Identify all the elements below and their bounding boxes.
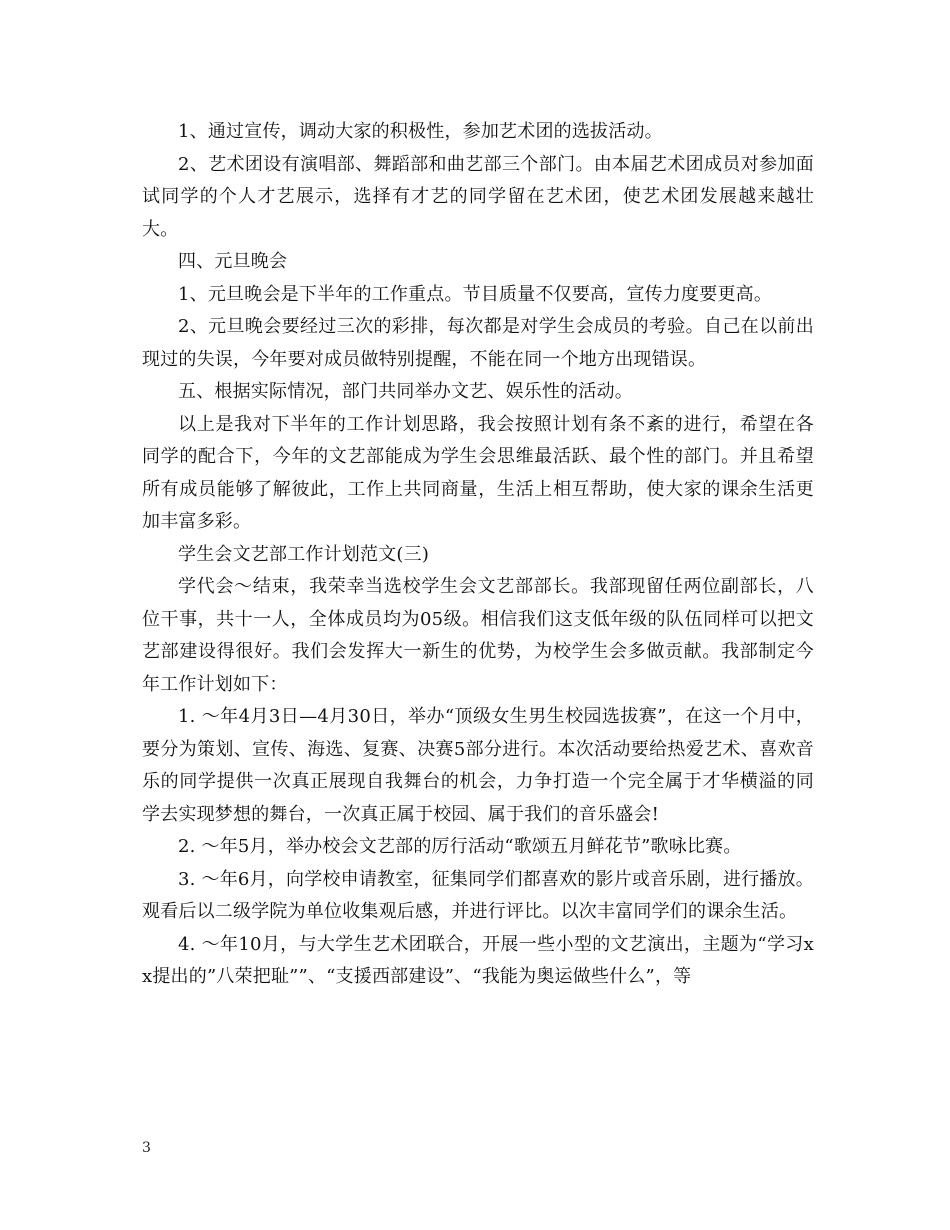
plan-item-june: 3. ～年6月，向学校申请教室，征集同学们都喜欢的影片或音乐剧，进行播放。观看后以二级学院为单位收集观后感，并进行评比。以次丰富同学们的课余生活。 <box>142 868 814 922</box>
heading-new-year-gala: 四、元旦晚会 <box>178 251 288 272</box>
plan-item-may: 2. ～年5月，举办校会文艺部的厉行活动“歌颂五月鲜花节”歌咏比赛。 <box>178 836 742 857</box>
paragraph-art-troupe-promotion: 1、通过宣传，调动大家的积极性，参加艺术团的选拔活动。 <box>178 121 663 142</box>
heading-sample-three: 学生会文艺部工作计划范文(三) <box>178 543 430 565</box>
paragraph-gala-focus: 1、元旦晚会是下半年的工作重点。节目质量不仅要高，宣传力度要更高。 <box>178 283 773 305</box>
plan-item-april: 1. ～年4月3日—4月30日，举办“顶级女生男生校园选拔赛”，在这一个月中，要分为策划、宣传、海选、复赛、决赛5部分进行。本次活动要给热爱艺术、喜欢音乐的同学提供一次真正展现自我舞台的机会，力争打造一个完全属于才华横溢的同学去实现梦想的舞台，一次真正属于校园、属于我们的音乐盛会! <box>142 706 814 825</box>
paragraph-gala-rehearsal: 2、元旦晚会要经过三次的彩排，每次都是对学生会成员的考验。自己在以前出现过的失误，今年要对成员做特别提醒，不能在同一个地方出现错误。 <box>142 316 814 370</box>
plan-item-october: 4. ～年10月，与大学生艺术团联合，开展一些小型的文艺演出，主题为“学习xx提出的”八荣把耻””、“支援西部建设”、“我能为奥运做些什么”，等 <box>142 933 814 987</box>
paragraph-joint-activities: 五、根据实际情况，部门共同举办文艺、娱乐性的活动。 <box>178 381 633 402</box>
document-body <box>142 116 814 994</box>
paragraph-introduction: 学代会～结束，我荣幸当选校学生会文艺部部长。我部现留任两位副部长，八位干事，共十一人，全体成员均为05级。相信我们这支低年级的队伍同样可以把文艺部建设得很好。我们会发挥大一新生的优势，为校学生会多做贡献。我部制定今年工作计划如下： <box>142 576 814 695</box>
paragraph-art-troupe-departments: 2、艺术团设有演唱部、舞蹈部和曲艺部三个部门。由本届艺术团成员对参加面试同学的个人才艺展示，选择有才艺的同学留在艺术团，使艺术团发展越来越壮大。 <box>142 153 814 240</box>
paragraph-summary: 以上是我对下半年的工作计划思路，我会按照计划有条不紊的进行，希望在各同学的配合下，今年的文艺部能成为学生会思维最活跃、最个性的部门。并且希望所有成员能够了解彼此，工作上共同商量，生活上相互帮助，使大家的课余生活更加丰富多彩。 <box>142 413 814 532</box>
page-number: 3 <box>142 1140 151 1156</box>
